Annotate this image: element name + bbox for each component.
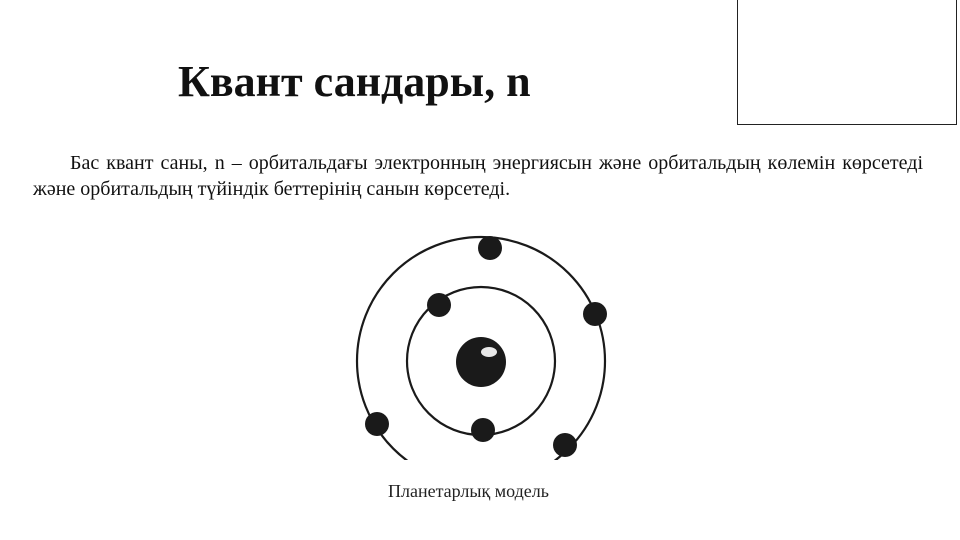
nucleus [456, 337, 506, 387]
body-paragraph: Бас квант саны, n – орбитальдағы электронның энергиясын және орбитальдың көлемін көрсетеді және орбитальдың түйіндік беттерінің санын көрсетеді. [33, 152, 923, 200]
slide-title: Квант сандары, n [178, 57, 531, 106]
electron [553, 433, 577, 457]
electron [365, 412, 389, 436]
electron [478, 236, 502, 260]
planetary-model-diagram [345, 230, 620, 460]
electron [471, 418, 495, 442]
figure-caption: Планетарлық модель [388, 481, 549, 501]
electron [427, 293, 451, 317]
placeholder-box [737, 0, 957, 125]
electron [583, 302, 607, 326]
